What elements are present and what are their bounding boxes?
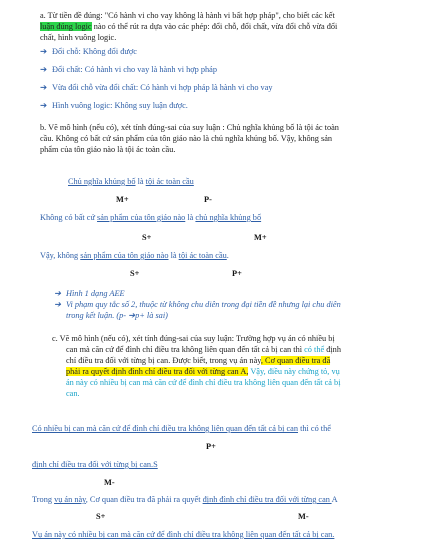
mark-s-plus-2: S+ [130, 269, 140, 278]
mark-m-minus-2: M- [298, 512, 309, 521]
part-a-item-1: ➔ Đổi chỗ: Không đổi được [40, 47, 137, 56]
mark-m-plus-2: M+ [254, 233, 267, 242]
part-c-line1: c. Vẽ mô hình (nếu có), xét tính đúng-sai của suy luận: Trường hợp vụ án có nhiều bị [52, 334, 335, 343]
arrow-icon: ➔ [54, 289, 61, 298]
arrow-icon: ➔ [40, 101, 47, 110]
analysis-line2: định chỉ điều tra đối với từng bị can.S [32, 460, 158, 469]
premise-minor: Không có bất cứ sản phẩm của tôn giáo nào là chủ nghĩa khủng bố [40, 213, 262, 222]
part-c-line3: chỉ điều tra đối với từng bị can. Được biết, trong vụ án này, Cơ quan điều tra đã [66, 356, 331, 365]
mark-s-plus-analysis: S+ [96, 512, 106, 521]
part-b-line1: b. Vẽ mô hình (nếu có), xét tính đúng-sai của suy luận : Chủ nghĩa khủng bố là tội ác toàn [40, 123, 339, 132]
mark-p-plus-analysis: P+ [206, 442, 216, 451]
mark-m-minus: M- [104, 478, 115, 487]
mark-s-plus: S+ [142, 233, 152, 242]
analysis-line1: Có nhiều bị can mà căn cứ để đình chỉ điều tra không liên quan đến tất cả bị can thì có thể [32, 424, 331, 433]
arrow-icon: ➔ [40, 47, 47, 56]
analysis-line4: Vụ án này có nhiều bị can mà căn cứ để đình chỉ điều tra không liên quan đến tất cả bị can. [32, 530, 335, 539]
part-a-line2: luận đúng logic nào có thể rút ra dựa vào các phép: đổi chỗ, đổi chất, vừa đổi chỗ vừa đổi [40, 22, 338, 31]
part-c-line4: phải ra quyết định đình chỉ điều tra đối với từng can A, Vậy, điều này chứng tỏ, vụ [66, 367, 340, 376]
arrow-icon: ➔ [40, 65, 47, 74]
premise-major: Chủ nghĩa khủng bố là tội ác toàn cầu [68, 177, 194, 186]
part-a-item-4: ➔ Hình vuông logic: Không suy luận được. [40, 101, 188, 110]
part-b-line2: cầu. Không có bất cứ sản phẩm của tôn giáo nào là chủ nghĩa khủng bố. Vậy, không sản [40, 134, 333, 143]
part-a-item-2: ➔ Đổi chất: Có hành vi cho vay là hành vi hợp pháp [40, 65, 217, 74]
analysis-line3: Trong vụ án này, Cơ quan điều tra đã phải ra quyết định đình chỉ điều tra đối với từng can A [32, 495, 338, 504]
highlight-logic-conclusion: luận đúng logic [40, 22, 92, 31]
part-a-line1: a. Từ tiền đề đúng: "Có hành vi cho vay không là hành vi bất hợp pháp", cho biết các kết [40, 11, 335, 20]
part-c-line5: án này có nhiều bị can mà căn cứ để đình chỉ điều tra không liên quan đến tất cả bị [66, 378, 341, 387]
part-c-line6: can. [66, 389, 80, 398]
part-a-line3: chất, hình vuông logic. [40, 33, 117, 42]
mark-p-minus: P- [204, 195, 212, 204]
mark-m-plus: M+ [116, 195, 129, 204]
conclusion-sentence: Vậy, không sản phẩm của tôn giáo nào là tội ác toàn cầu. [40, 251, 229, 260]
arrow-icon: ➔ [54, 300, 61, 309]
part-b-line3: phẩm của tôn giáo nào là tội ác toàn cầu. [40, 145, 176, 154]
part-a-item-3: ➔ Vừa đổi chỗ vừa đổi chất: Có hành vi hợp pháp là hành vi cho vay [40, 83, 273, 92]
mark-p-plus: P+ [232, 269, 242, 278]
conclusion-rule: ➔ Vi phạm quy tắc số 2, thuộc từ không chu diên trong đại tiền đề nhưng lại chu diên [54, 300, 341, 309]
part-c-line2: can mà căn cứ để đình chỉ điều tra không liên quan đến tất cả bị can thì có thể định [66, 345, 341, 354]
conclusion-figure: ➔ Hình 1 dạng AEE [54, 289, 125, 298]
conclusion-rule-cont: trong kết luận. (p- ➔p+ là sai) [66, 311, 168, 320]
arrow-icon: ➔ [40, 83, 47, 92]
